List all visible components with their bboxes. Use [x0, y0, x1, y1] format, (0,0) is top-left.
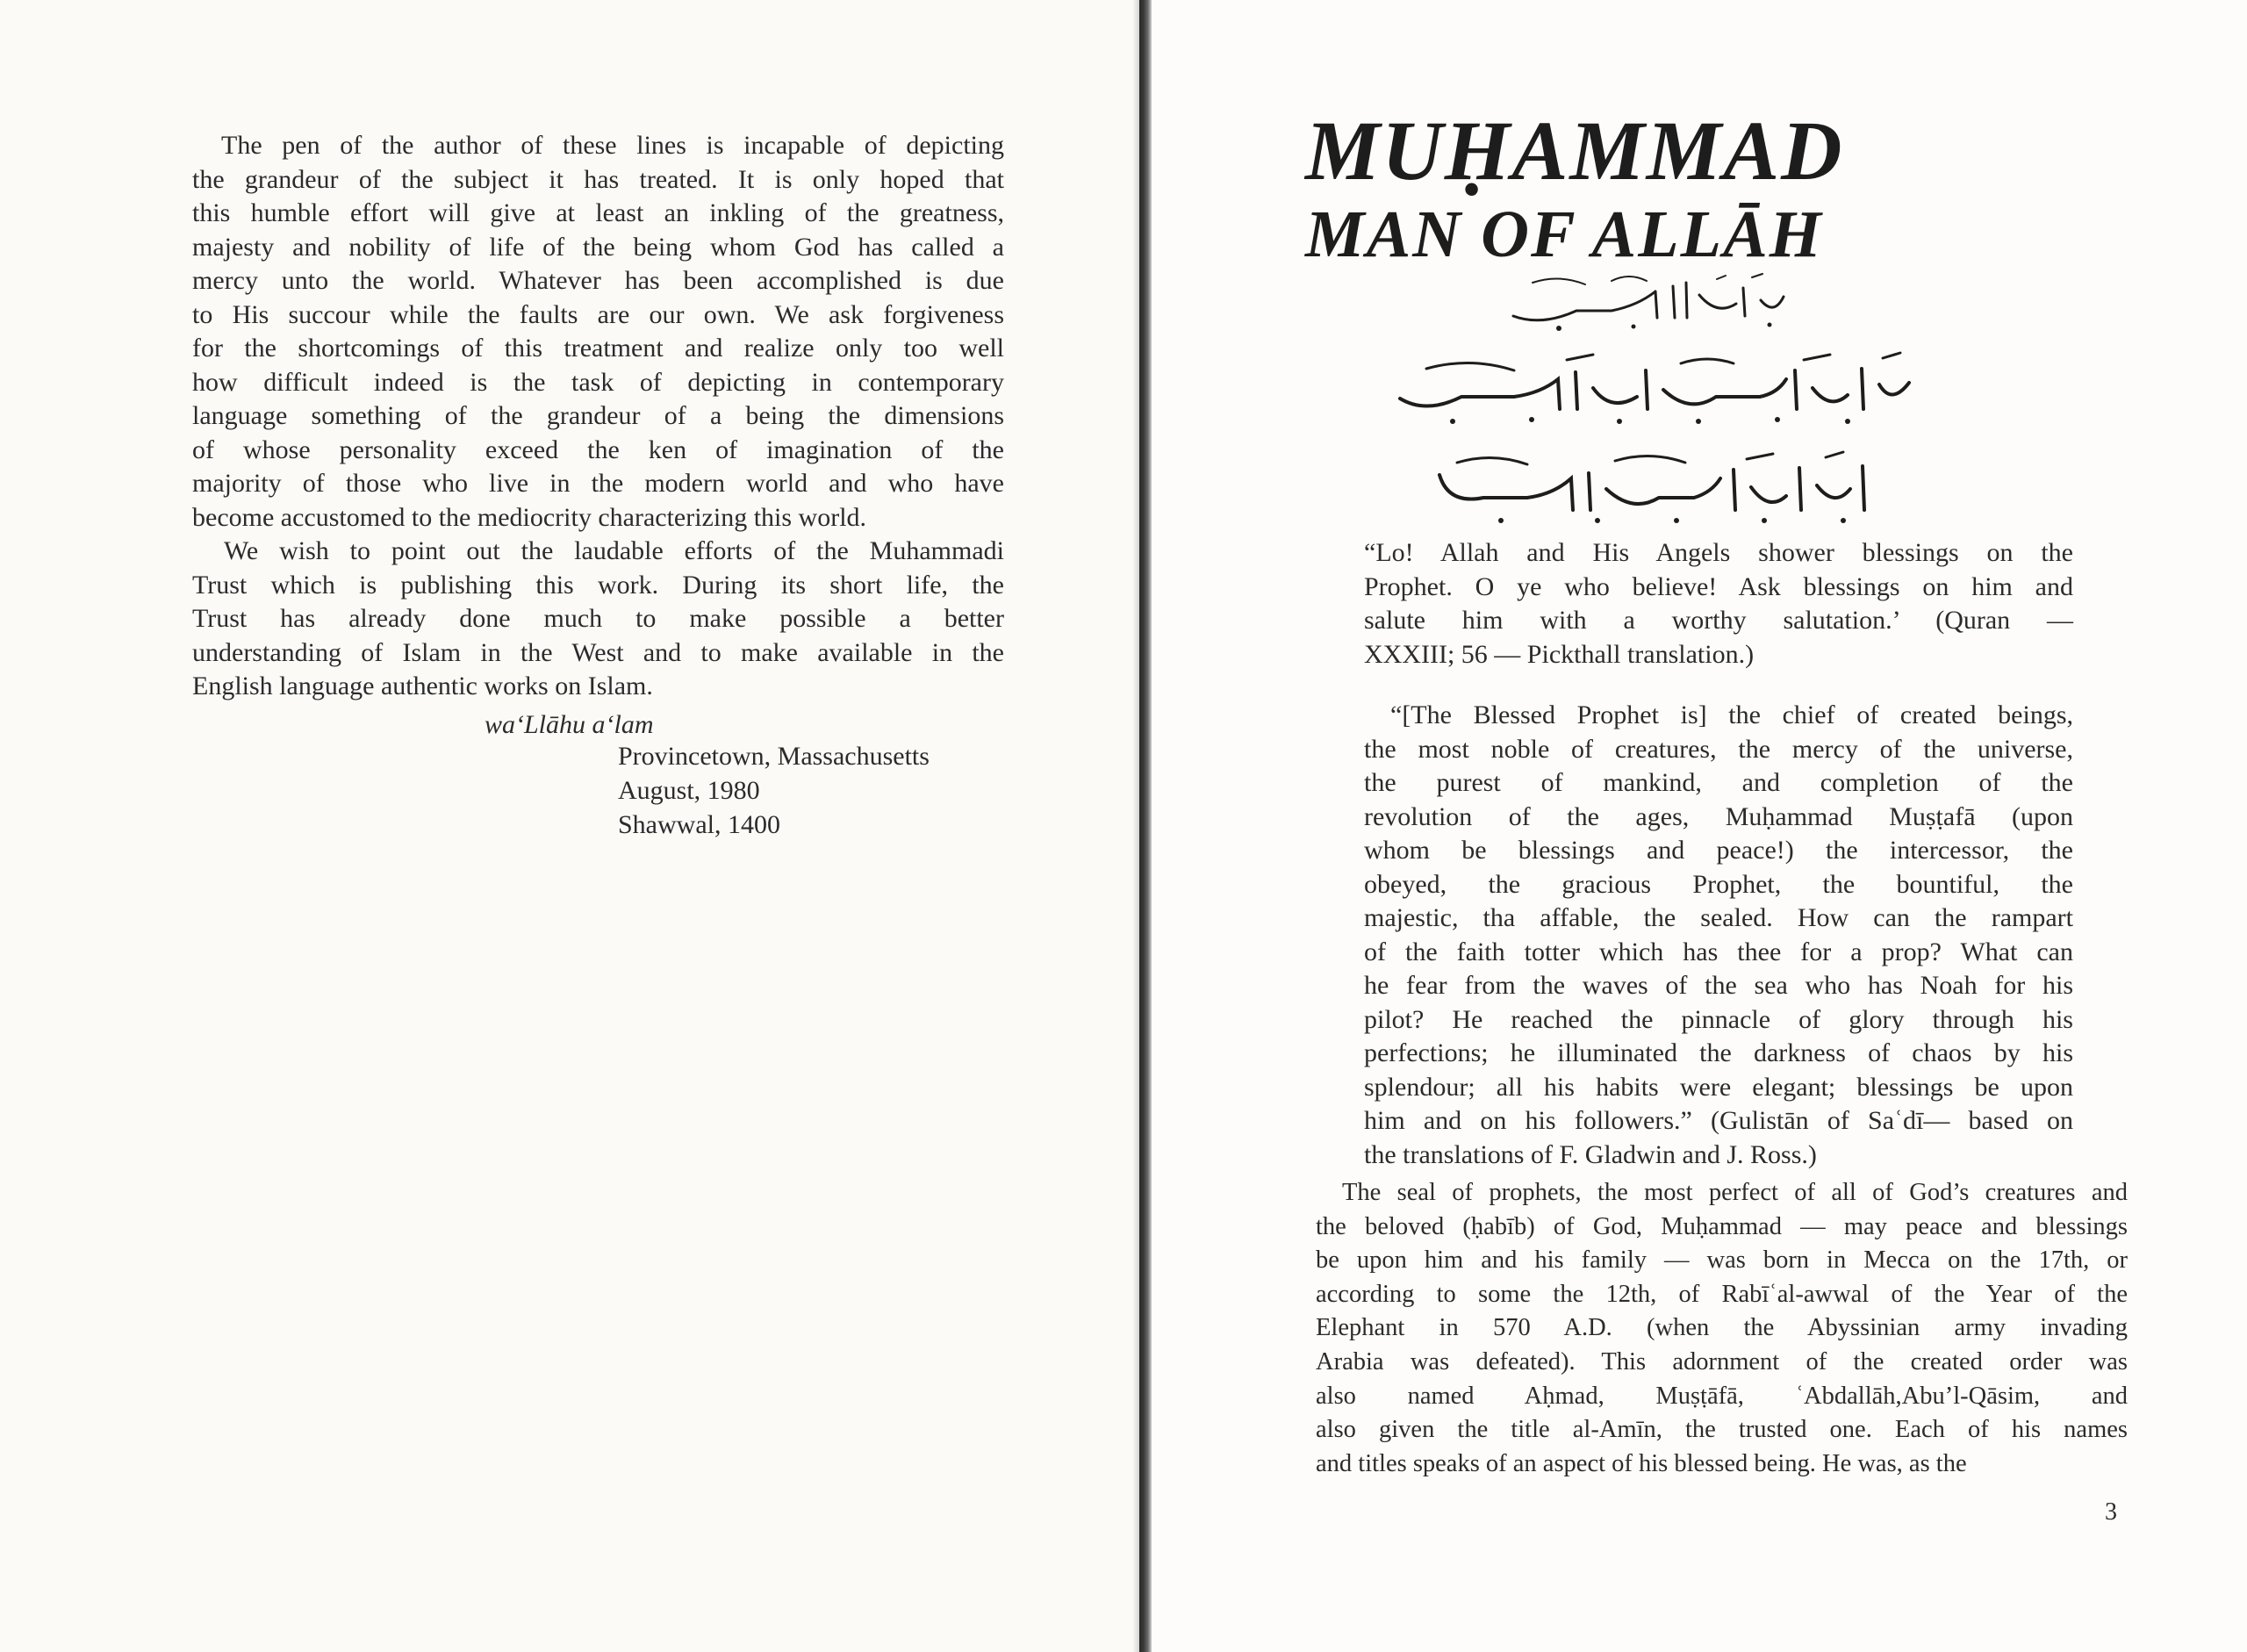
basmala-calligraphy	[1506, 265, 1789, 335]
text-line: the purest of mankind, and completion of the	[1364, 768, 2073, 797]
text-line: how difficult indeed is the task of depicting in contemporary	[192, 367, 1004, 397]
text-line: the most noble of creatures, the mercy of the universe,	[1364, 734, 2073, 764]
text-line: “[The Blessed Prophet is] the chief of created beings,	[1390, 700, 2073, 729]
text-line: majority of those who live in the modern world and who have	[192, 469, 1004, 498]
text-line: and titles speaks of an aspect of his blessed being. He was, as the	[1316, 1449, 1967, 1477]
text-line: obeyed, the gracious Prophet, the bountiful, the	[1364, 869, 2073, 899]
text-line: of whose personality exceed the ken of imagination of the	[192, 435, 1004, 464]
gutter-shadow	[1132, 0, 1139, 1652]
chapter-title-line-1: MUḤAMMAD	[1305, 104, 1844, 198]
text-line: majestic, tha affable, the sealed. How can the rampart	[1364, 903, 2073, 932]
signature-place: Provincetown, Massachusetts	[618, 742, 930, 771]
quran-verse-calligraphy-line-1	[1391, 344, 1918, 432]
text-line: of the faith totter which has thee for a prop? What can	[1364, 937, 2073, 966]
text-line: The seal of prophets, the most perfect of all of God’s creatures and	[1342, 1179, 2128, 1206]
signature-arabic-phrase: wa‘Llāhu a‘lam	[485, 710, 654, 739]
text-line: the beloved (ḥabīb) of God, Muḥammad — may peace and blessings	[1316, 1212, 2128, 1240]
text-line: majesty and nobility of life of the being whom God has called a	[192, 232, 1004, 262]
quran-verse-calligraphy-line-2	[1431, 443, 1878, 531]
text-line: pilot? He reached the pinnacle of glory through his	[1364, 1004, 2073, 1034]
quran-quotation	[1364, 536, 2073, 672]
text-line: him and on his followers.” (Gulistān of Saʿdī— based on	[1364, 1106, 2073, 1135]
text-line: salute him with a worthy salutation.’ (Quran —	[1364, 606, 2073, 635]
text-line: for the shortcomings of this treatment and realize only too well	[192, 334, 1004, 363]
text-line: this humble effort will give at least an inkling of the greatness,	[192, 198, 1004, 227]
text-line: be upon him and his family — was born in Mecca on the 17th, or	[1316, 1246, 2128, 1275]
body-paragraph	[1316, 1176, 2128, 1481]
text-line: We wish to point out the laudable efforts of the Muhammadi	[224, 536, 1004, 565]
signature-date-hijri: Shawwal, 1400	[618, 810, 780, 839]
text-line: become accustomed to the mediocrity characterizing this world.	[192, 502, 867, 532]
book-spine	[1139, 0, 1152, 1652]
text-line: to His succour while the faults are our own. We ask forgiveness	[192, 299, 1004, 329]
gulistan-quotation	[1364, 699, 2073, 1172]
text-line: the translations of F. Gladwin and J. Ross.)	[1364, 1139, 1817, 1169]
text-line: the grandeur of the subject it has treated. It is only hoped that	[192, 164, 1004, 194]
text-line: also given the title al-Amīn, the trusted one. Each of his names	[1316, 1416, 2128, 1444]
text-line: whom be blessings and peace!) the intercessor, the	[1364, 836, 2073, 865]
text-line: splendour; all his habits were elegant; blessings be upon	[1364, 1072, 2073, 1102]
text-line: Elephant in 570 A.D. (when the Abyssinian army invading	[1316, 1314, 2128, 1342]
text-line: revolution of the ages, Muḥammad Muṣṭafā (upon	[1364, 801, 2073, 831]
text-line: Arabia was defeated). This adornment of the created order was	[1316, 1347, 2128, 1375]
text-line: mercy unto the world. Whatever has been accomplished is due	[192, 266, 1004, 295]
intro-paragraph-1	[192, 129, 1004, 535]
text-line: Trust which is publishing this work. During its short life, the	[192, 570, 1004, 600]
text-line: English language authentic works on Islam.	[192, 672, 653, 700]
text-line: understanding of Islam in the West and to make available in the	[192, 637, 1004, 667]
text-line: perfections; he illuminated the darkness of chaos by his	[1364, 1038, 2073, 1067]
intro-paragraph-2	[192, 535, 1004, 704]
text-line: The pen of the author of these lines is incapable of depicting	[221, 131, 1004, 160]
text-line: Prophet. O ye who believe! Ask blessings on him and	[1364, 571, 2073, 601]
text-line: also named Aḥmad, Muṣṭāfā, ʿAbdallāh,Abu’l-Qāsim, and	[1316, 1382, 2128, 1410]
text-line: Trust has already done much to make possible a better	[192, 604, 1004, 633]
text-line: language something of the grandeur of a being the dimensions	[192, 401, 1004, 430]
page-number: 3	[2105, 1498, 2117, 1526]
text-line: “Lo! Allah and His Angels shower blessings on the	[1364, 538, 2073, 567]
text-line: according to some the 12th, of Rabīʿal-awwal of the Year of the	[1316, 1280, 2128, 1308]
text-line: XXXIII; 56 — Pickthall translation.)	[1364, 639, 1755, 669]
signature-date-gregorian: August, 1980	[618, 776, 760, 805]
chapter-title-line-2: MAN OF ALLĀH	[1305, 198, 1823, 271]
text-line: he fear from the waves of the sea who has Noah for his	[1364, 971, 2073, 1000]
